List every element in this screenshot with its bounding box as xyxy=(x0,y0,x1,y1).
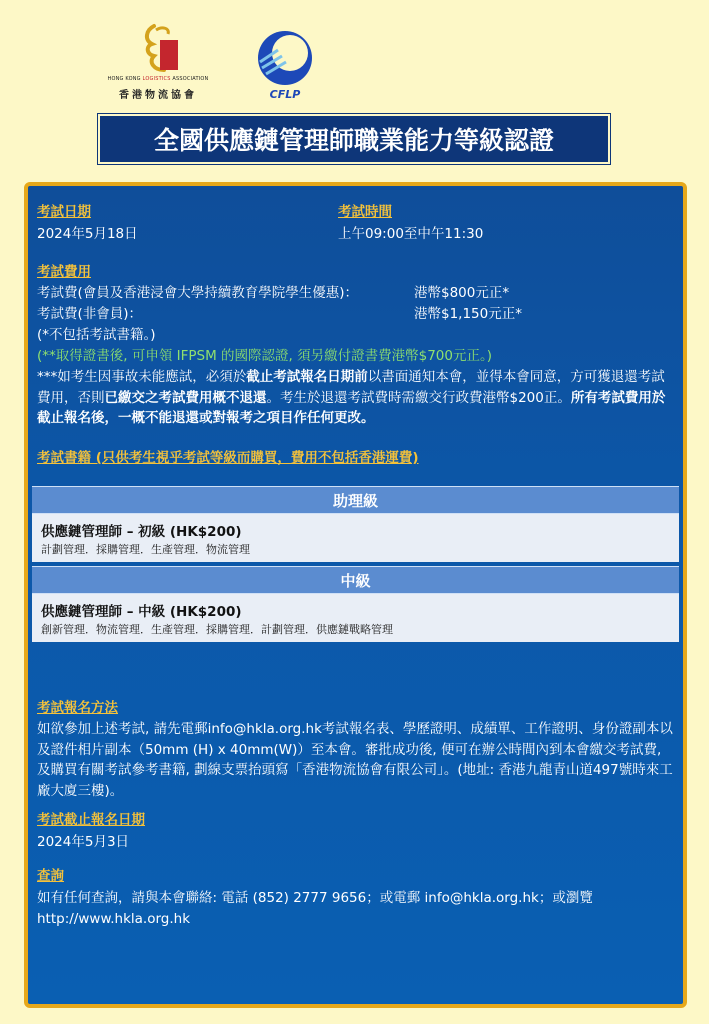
registration-text: 如欲參加上述考試, 請先電郵info@hkla.org.hk考試報名表、學歷證明、成績單、工作證明、身份證副本以及證件相片副本（50mm (H) x 40mm(W)）至本會。審批成功後, 便可在辦公時間內到本會繳交考試費, 及購買有關考試參考書籍, 劃線支票抬頭寫「香港物流協會有限公司」。(地址: 香港九龍青山道497號時來工廠大廈三樓)。 xyxy=(37,721,673,799)
cflp-logo-text: CFLP xyxy=(269,88,301,101)
books-heading: 考試書籍 (只供考生視乎考試等級而購買，費用不包括香港運費) xyxy=(37,450,419,466)
member-fee-label: 考試費(會員及香港浸會大學持續教育學院學生優惠)： xyxy=(37,285,359,301)
book-topics: 創新管理．物流管理．生產管理．採購管理．計劃管理．供應鏈戰略管理 xyxy=(41,623,393,636)
hkla-chinese-name: 香港物流協會 xyxy=(119,90,197,101)
page-title: 全國供應鏈管理師職業能力等級認證 xyxy=(100,116,608,162)
registration-heading: 考試報名方法 xyxy=(37,700,118,716)
level-band-assistant: 助理級 xyxy=(32,486,679,514)
level-band-intermediate: 中級 xyxy=(32,566,679,594)
book-title: 供應鏈管理師 – 中級 (HK$200) xyxy=(41,604,242,620)
book-row-intermediate xyxy=(32,594,679,642)
fee-note-books: (*不包括考試書籍。) xyxy=(37,327,156,343)
book-row-assistant xyxy=(32,514,679,562)
cflp-logo xyxy=(248,28,322,102)
fee-note-certification: (**取得證書後, 可申領 IFPSM 的國際認證, 須另繳付證書費港幣$700元正。) xyxy=(37,348,492,364)
hkla-emblem-icon xyxy=(140,22,180,74)
hkla-english-name: HONG KONG LOGISTICS ASSOCIATION xyxy=(107,76,209,82)
enquiry-heading: 查詢 xyxy=(37,868,64,884)
book-topics: 計劃管理．採購管理．生產管理．物流管理 xyxy=(41,543,250,556)
exam-date-value: 2024年5月18日 xyxy=(37,226,138,242)
exam-info-panel xyxy=(24,182,687,1008)
enquiry-text: 如有任何查詢，請與本會聯絡: 電話 (852) 2777 9656；或電郵 info@hkla.org.hk；或瀏覽 http://www.hkla.org.hk xyxy=(37,890,593,927)
deadline-heading: 考試截止報名日期 xyxy=(37,812,145,828)
refund-policy: ***如考生因事故未能應試，必須於截止考試報名日期前以書面通知本會，並得本會同意，方可獲退還考試費用，否則已繳交之考試費用概不退還。考生於退還考試費時需繳交行政費港幣$200正。所有考試費用於截止報名後，一概不能退還或對報考之項目作任何更改。 xyxy=(37,369,666,426)
hkla-logo xyxy=(88,22,228,104)
fees-heading: 考試費用 xyxy=(37,264,91,280)
exam-date-heading: 考試日期 xyxy=(37,204,91,220)
member-fee-value: 港幣$800元正* xyxy=(414,285,510,301)
exam-time-heading: 考試時間 xyxy=(338,204,392,220)
book-title: 供應鏈管理師 – 初級 (HK$200) xyxy=(41,524,242,540)
nonmember-fee-label: 考試費(非會員)： xyxy=(37,306,143,322)
exam-time-value: 上午09:00至中午11:30 xyxy=(338,226,484,242)
deadline-value: 2024年5月3日 xyxy=(37,834,130,850)
nonmember-fee-value: 港幣$1,150元正* xyxy=(414,306,522,322)
